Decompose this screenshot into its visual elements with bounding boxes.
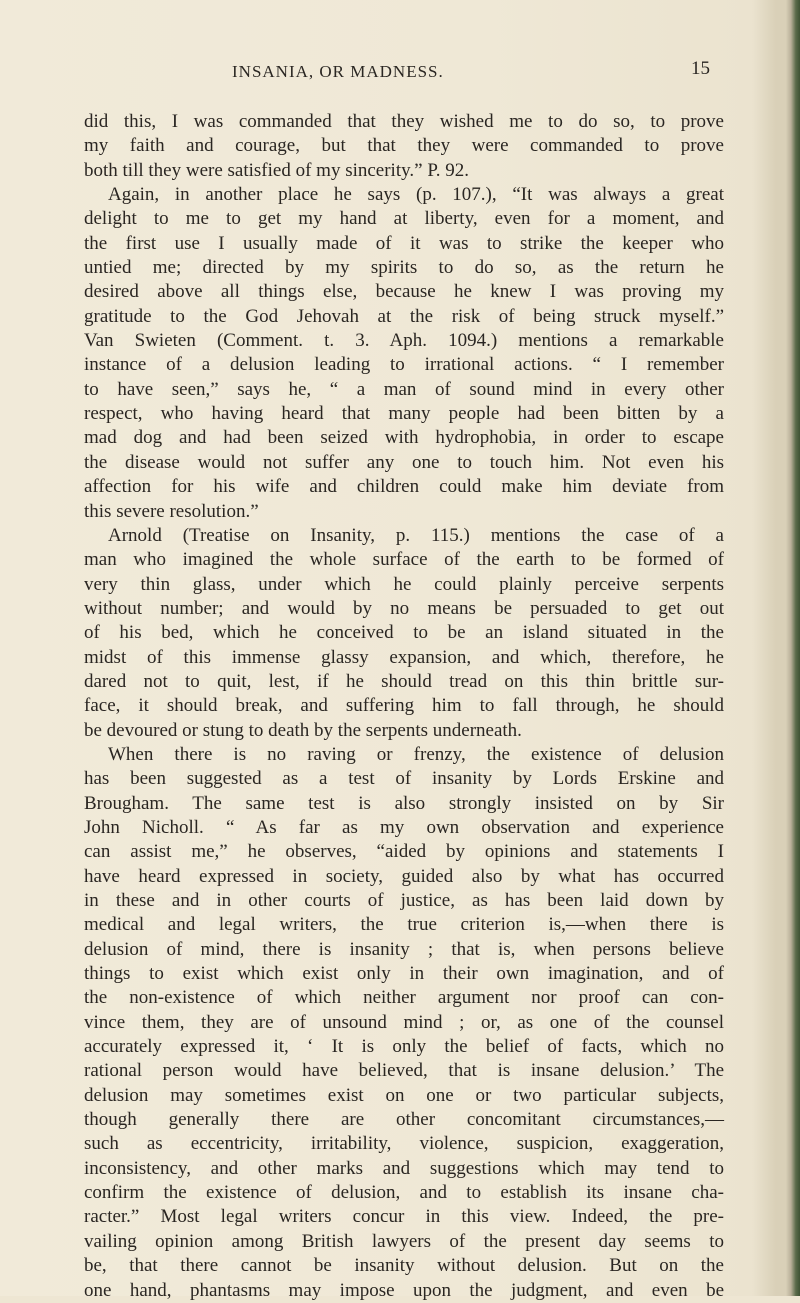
- text-line: rational person would have believed, that is insane delusion.’ The: [84, 1060, 724, 1082]
- text-line: medical and legal writers, the true criterion is,—when there is: [84, 914, 724, 936]
- text-line: affection for his wife and children could make him deviate from: [84, 476, 724, 498]
- text-line: racter.” Most legal writers concur in this view. Indeed, the pre-: [84, 1206, 724, 1228]
- text-line: to have seen,” says he, “ a man of sound mind in every other: [84, 378, 724, 400]
- book-binding-edge: [786, 0, 800, 1296]
- text-line: inconsistency, and other marks and suggestions which may tend to: [84, 1157, 724, 1179]
- text-line: very thin glass, under which he could plainly perceive serpents: [84, 573, 724, 595]
- text-line: Van Swieten (Comment. t. 3. Aph. 1094.) mentions a remarkable: [84, 330, 724, 352]
- text-line: Arnold (Treatise on Insanity, p. 115.) mentions the case of a: [108, 524, 724, 546]
- text-line: such as eccentricity, irritability, violence, suspicion, exaggeration,: [84, 1133, 724, 1155]
- text-line: things to exist which exist only in their own imagination, and of: [84, 963, 724, 985]
- text-line: can assist me,” he observes, “aided by opinions and statements I: [84, 841, 724, 863]
- text-line: gratitude to the God Jehovah at the risk of being struck myself.”: [84, 305, 724, 327]
- text-line: mad dog and had been seized with hydrophobia, in order to escape: [84, 427, 724, 449]
- text-line: Brougham. The same test is also strongly insisted on by Sir: [84, 792, 724, 814]
- text-line: delusion of mind, there is insanity ; that is, when persons believe: [84, 938, 724, 960]
- text-line: Again, in another place he says (p. 107.), “It was always a great: [108, 184, 724, 206]
- text-line: without number; and would by no means be persuaded to get out: [84, 597, 724, 619]
- text-line: in these and in other courts of justice, as has been laid down by: [84, 890, 724, 911]
- text-line: the disease would not suffer any one to touch him. Not even his: [84, 451, 724, 473]
- text-line: dared not to quit, lest, if he should tread on this thin brittle sur-: [84, 670, 724, 692]
- text-line: confirm the existence of delusion, and to establish its insane cha-: [84, 1182, 724, 1204]
- text-line: my faith and courage, but that they were commanded to prove: [84, 135, 724, 157]
- text-line: John Nicholl. “ As far as my own observation and experience: [84, 816, 724, 838]
- text-line: face, it should break, and suffering him to fall through, he should: [84, 695, 724, 717]
- running-title: INSANIA, OR MADNESS.: [232, 62, 444, 81]
- text-line: has been suggested as a test of insanity by Lords Erskine and: [84, 768, 724, 790]
- text-line: delight to me to get my hand at liberty, even for a moment, and: [84, 208, 724, 230]
- text-line: vailing opinion among British lawyers of the present day seems to: [84, 1230, 724, 1252]
- text-line: respect, who having heard that many people had been bitten by a: [84, 403, 724, 425]
- body-text: [84, 110, 724, 1303]
- text-line: desired above all things else, because he knew I was proving my: [84, 281, 724, 303]
- text-line: be devoured or stung to death by the serpents underneath.: [84, 719, 522, 741]
- text-line: man who imagined the whole surface of the earth to be formed of: [84, 549, 724, 571]
- text-line: When there is no raving or frenzy, the existence of delusion: [108, 743, 724, 765]
- text-line: did this, I was commanded that they wished me to do so, to prove: [84, 111, 724, 132]
- running-head: [150, 58, 710, 88]
- text-line: accurately expressed it, ‘ It is only the belief of facts, which no: [84, 1036, 724, 1058]
- text-line: the non-existence of which neither argument nor proof can con-: [84, 987, 724, 1009]
- text-line: have heard expressed in society, guided also by what has occurred: [84, 865, 724, 887]
- text-line: vince them, they are of unsound mind ; or, as one of the counsel: [84, 1011, 724, 1033]
- text-line: delusion may sometimes exist on one or two particular subjects,: [84, 1084, 724, 1106]
- text-line: this severe resolution.”: [84, 500, 259, 522]
- text-line: of his bed, which he conceived to be an island situated in the: [84, 622, 724, 644]
- text-line: the first use I usually made of it was to strike the keeper who: [84, 232, 724, 254]
- text-line: though generally there are other concomitant circumstances,—: [84, 1109, 724, 1131]
- text-line: one hand, phantasms may impose upon the judgment, and even be: [84, 1279, 724, 1301]
- text-line: instance of a delusion leading to irrational actions. “ I remember: [84, 354, 724, 376]
- text-line: be, that there cannot be insanity without delusion. But on the: [84, 1255, 724, 1277]
- text-line: both till they were satisfied of my sincerity.” P. 92.: [84, 159, 470, 181]
- page-number: 15: [691, 58, 710, 79]
- text-line: midst of this immense glassy expansion, and which, therefore, he: [84, 646, 724, 668]
- text-line: untied me; directed by my spirits to do so, as the return he: [84, 257, 724, 279]
